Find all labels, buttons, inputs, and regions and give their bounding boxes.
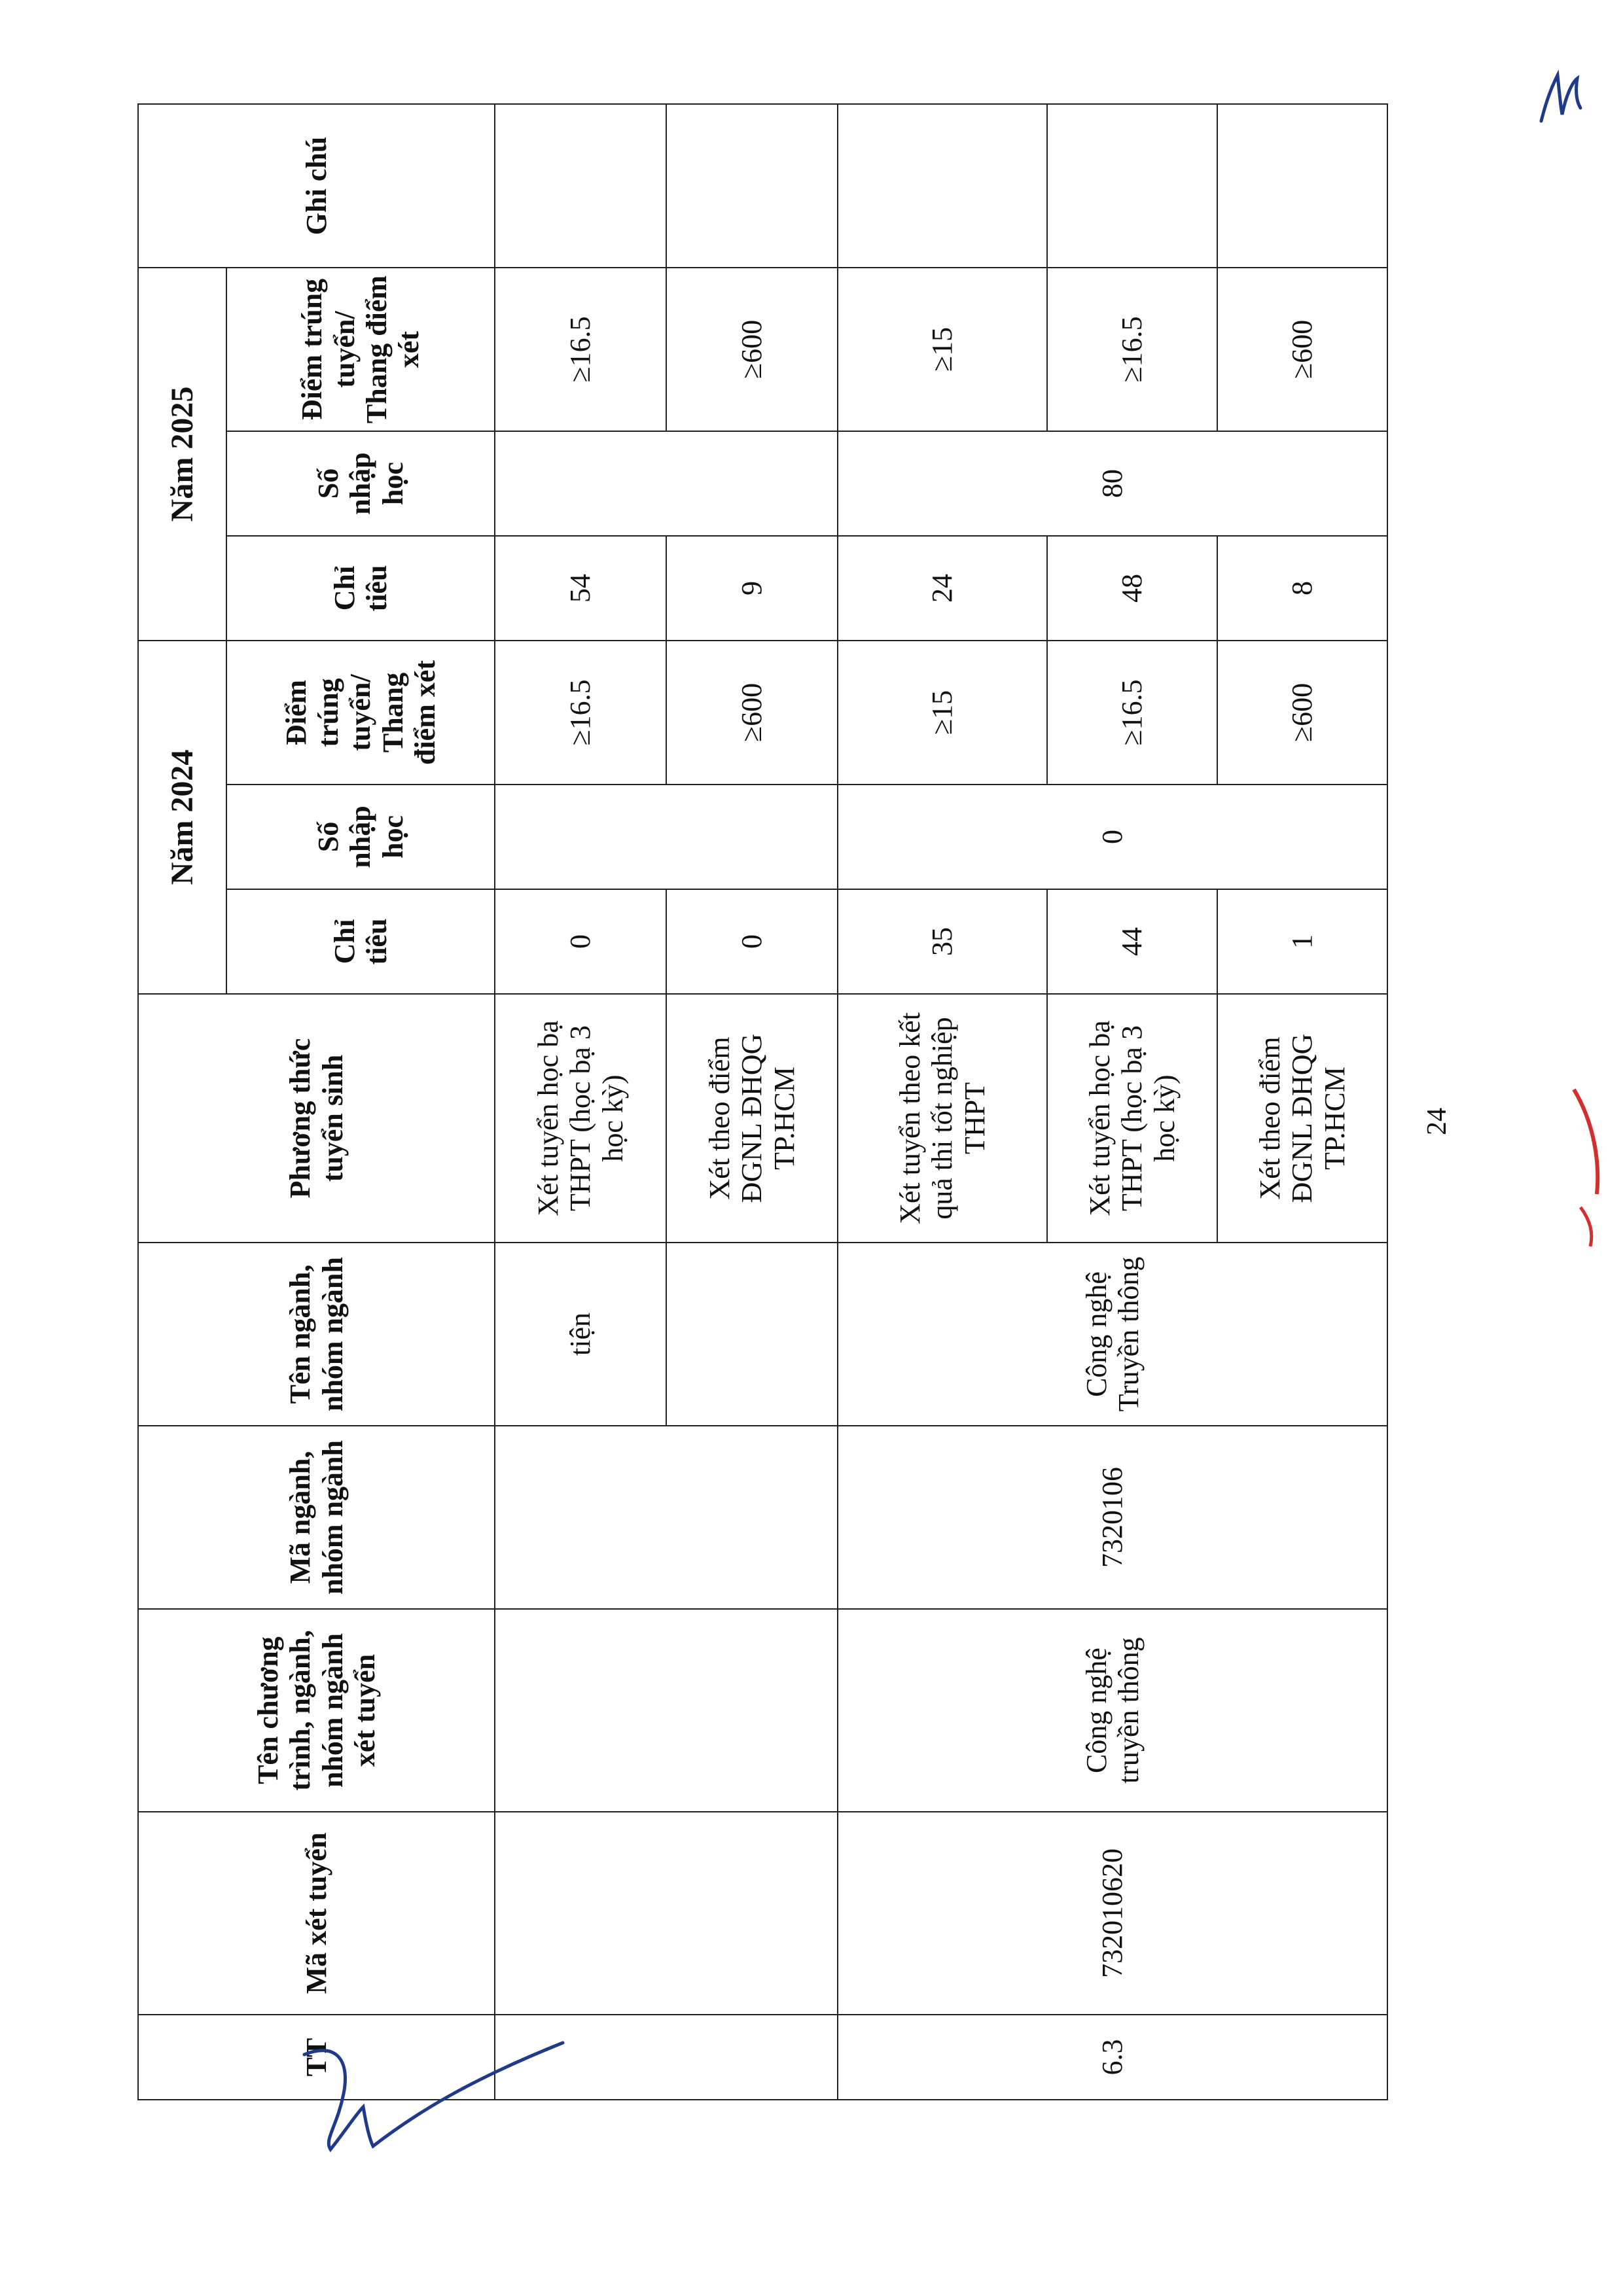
cell-so-nhap-hoc-2024: 0 xyxy=(838,785,1387,889)
table-row xyxy=(838,104,1047,2100)
header-ma-nganh: Mã ngành, nhóm ngành xyxy=(138,1426,495,1609)
cell-ghi-chu xyxy=(1047,104,1217,268)
stamp-fragment-icon xyxy=(1567,1083,1613,1253)
header-chi-tieu-2025: Chỉ tiêu xyxy=(226,536,495,641)
cell-diem-2025: ≥600 xyxy=(666,268,838,431)
cell-diem-2025: ≥16.5 xyxy=(495,268,666,431)
header-diem-2024: Điểm trúng tuyển/ Thang điểm xét xyxy=(226,641,495,785)
cell-phuong-thuc: Xét theo điểm ĐGNL ĐHQG TP.HCM xyxy=(666,994,838,1243)
cell-chi-tieu-2024: 35 xyxy=(838,889,1047,994)
cell-chi-tieu-2024: 1 xyxy=(1217,889,1387,994)
header-so-nhap-hoc-2025: Số nhập học xyxy=(226,431,495,536)
cell-ten-nganh: Công nghệ Truyền thông xyxy=(838,1243,1387,1426)
header-diem-2025: Điểm trúng tuyển/ Thang điểm xét xyxy=(226,268,495,431)
header-ten-chuong-trinh: Tên chương trình, ngành, nhóm ngành xét tuyển xyxy=(138,1609,495,1812)
cell-chi-tieu-2024: 0 xyxy=(495,889,666,994)
cell-ten-nganh: tiện xyxy=(495,1243,666,1426)
cell-diem-2025: ≥600 xyxy=(1217,268,1387,431)
signature-icon xyxy=(298,2035,573,2166)
cell-phuong-thuc: Xét theo điểm ĐGNL ĐHQG TP.HCM xyxy=(1217,994,1387,1243)
cell-diem-2025: ≥15 xyxy=(838,268,1047,431)
cell-chi-tieu-2025: 24 xyxy=(838,536,1047,641)
header-chi-tieu-2024: Chỉ tiêu xyxy=(226,889,495,994)
cell-ghi-chu xyxy=(495,104,666,268)
cell-chi-tieu-2024: 44 xyxy=(1047,889,1217,994)
cell-ghi-chu xyxy=(1217,104,1387,268)
cell-tt: 6.3 xyxy=(838,2015,1387,2100)
header-phuong-thuc: Phương thức tuyển sinh xyxy=(138,994,495,1243)
cell-diem-2024: ≥600 xyxy=(666,641,838,785)
cell-chi-tieu-2025: 54 xyxy=(495,536,666,641)
cell-phuong-thuc: Xét tuyển học bạ THPT (học bạ 3 học kỳ) xyxy=(1047,994,1217,1243)
cell-so-nhap-hoc-2025: 80 xyxy=(838,431,1387,536)
header-ghi-chu: Ghi chú xyxy=(138,104,495,268)
rotated-table-wrapper xyxy=(137,105,1387,2100)
cell-diem-2024: ≥600 xyxy=(1217,641,1387,785)
cell-chi-tieu-2025: 9 xyxy=(666,536,838,641)
header-nam-2024: Năm 2024 xyxy=(138,641,226,994)
cell-so-nhap-hoc-2024 xyxy=(495,785,838,889)
cell-ma-xet-tuyen: 732010620 xyxy=(838,1812,1387,2015)
cell-chi-tieu-2024: 0 xyxy=(666,889,838,994)
cell-ma-nganh xyxy=(495,1426,838,1609)
cell-ma-nganh: 7320106 xyxy=(838,1426,1387,1609)
cell-ma-xet-tuyen xyxy=(495,1812,838,2015)
header-so-nhap-hoc-2024: Số nhập học xyxy=(226,785,495,889)
header-tt: TT xyxy=(138,2015,495,2100)
cell-phuong-thuc: Xét tuyển học bạ THPT (học bạ 3 học kỳ) xyxy=(495,994,666,1243)
cell-chi-tieu-2025: 8 xyxy=(1217,536,1387,641)
cell-ten-nganh xyxy=(666,1243,838,1426)
page-number: 24 xyxy=(1422,1108,1452,1135)
cell-diem-2025: ≥16.5 xyxy=(1047,268,1217,431)
cell-phuong-thuc: Xét tuyển theo kết quả thi tốt nghiệp THPT xyxy=(838,994,1047,1243)
cell-ghi-chu xyxy=(838,104,1047,268)
signature-initials-icon xyxy=(1528,56,1587,134)
cell-ghi-chu xyxy=(666,104,838,268)
admission-table xyxy=(137,103,1388,2100)
cell-diem-2024: ≥16.5 xyxy=(495,641,666,785)
header-ten-nganh: Tên ngành, nhóm ngành xyxy=(138,1243,495,1426)
header-nam-2025: Năm 2025 xyxy=(138,268,226,641)
cell-diem-2024: ≥15 xyxy=(838,641,1047,785)
cell-chi-tieu-2025: 48 xyxy=(1047,536,1217,641)
table-row xyxy=(495,104,666,2100)
header-ma-xet-tuyen: Mã xét tuyển xyxy=(138,1812,495,2015)
cell-diem-2024: ≥16.5 xyxy=(1047,641,1217,785)
cell-so-nhap-hoc-2025 xyxy=(495,431,838,536)
cell-ten-chuong-trinh: Công nghệ truyền thông xyxy=(838,1609,1387,1812)
cell-ten-chuong-trinh xyxy=(495,1609,838,1812)
